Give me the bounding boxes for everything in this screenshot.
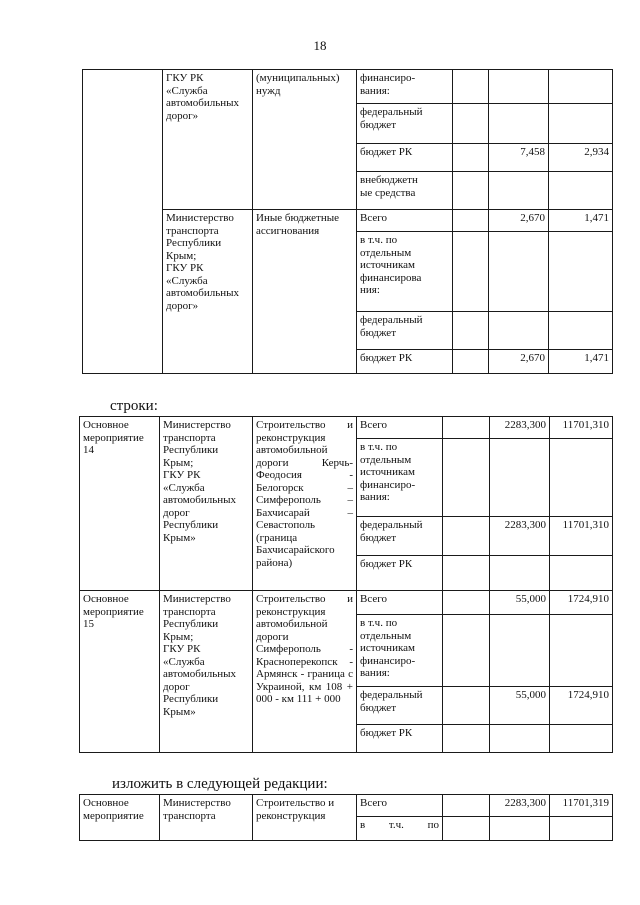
event-cell: Основное мероприятие 14 <box>80 417 160 591</box>
source-label: бюджет РК <box>357 350 453 374</box>
value-cell: 1,471 <box>549 210 613 232</box>
event-cell: Основное мероприятие <box>80 795 160 841</box>
value-cell <box>549 312 613 350</box>
source-label: бюджет РК <box>357 144 453 172</box>
value-cell <box>549 232 613 312</box>
source-label: федеральный бюджет <box>357 312 453 350</box>
source-label: в т.ч. по отдельным источникам финансиро- вания: <box>357 439 443 517</box>
value-cell <box>550 615 613 687</box>
value-cell <box>443 615 490 687</box>
source-label: финансиро- вания: <box>357 70 453 104</box>
heading-rows: строки: <box>110 398 158 414</box>
executor-cell: Министерство транспорта Республики Крым; ГКУ РК «Служба автомобильных дорог Республики Крым» <box>160 417 253 591</box>
source-label: Всего <box>357 210 453 232</box>
source-label: в т.ч. по отдельным источникам финансиро- вания: <box>357 615 443 687</box>
event-cell-empty <box>83 70 163 374</box>
value-cell <box>443 439 490 517</box>
empty-cell <box>453 312 489 350</box>
value-cell: 11701,310 <box>550 417 613 439</box>
object-cell: Строительство и реконструкция автомобильной дороги Симферополь - Красноперекопск - Армянск - граница с Украиной, км 108 + 000 - км 111 + 000 <box>253 591 357 753</box>
value-cell: 11701,319 <box>550 795 613 817</box>
value-cell: 1,471 <box>549 350 613 374</box>
value-cell <box>443 687 490 725</box>
source-label: Всего <box>357 795 443 817</box>
value-cell <box>489 172 549 210</box>
value-cell: 55,000 <box>490 687 550 725</box>
source-label: в т.ч. по <box>357 817 443 841</box>
value-cell <box>490 615 550 687</box>
value-cell <box>489 104 549 144</box>
value-cell <box>490 817 550 841</box>
executor-cell: Министерство транспорта Республики Крым; ГКУ РК «Служба автомобильных дорог Республики Крым» <box>160 591 253 753</box>
value-cell: 55,000 <box>490 591 550 615</box>
source-label: федеральный бюджет <box>357 104 453 144</box>
value-cell: 1724,910 <box>550 591 613 615</box>
value-cell <box>489 312 549 350</box>
value-cell <box>549 172 613 210</box>
value-cell <box>489 70 549 104</box>
empty-cell <box>453 144 489 172</box>
value-cell <box>550 439 613 517</box>
purpose-cell: (муниципальных) нужд <box>253 70 357 210</box>
value-cell <box>490 439 550 517</box>
empty-cell <box>453 70 489 104</box>
object-cell: Строительство и реконструкция автомобильной дороги Керчь-Феодосия - Белогорск – Симферополь – Бахчисарай – Севастополь (граница Бахчисарайского района) <box>253 417 357 591</box>
source-label: федеральный бюджет <box>357 687 443 725</box>
source-label: федеральный бюджет <box>357 517 443 556</box>
empty-cell <box>453 350 489 374</box>
value-cell <box>443 817 490 841</box>
budget-table-new <box>79 794 613 841</box>
value-cell <box>490 725 550 753</box>
executor-cell: Министерство транспорта Республики Крым; ГКУ РК «Служба автомобильных дорог» <box>163 210 253 374</box>
source-label: бюджет РК <box>357 556 443 591</box>
page-number: 18 <box>313 38 327 53</box>
empty-cell <box>453 210 489 232</box>
budget-table-rows <box>79 416 613 753</box>
value-cell <box>549 104 613 144</box>
value-cell <box>550 556 613 591</box>
value-cell <box>443 417 490 439</box>
value-cell: 2283,300 <box>490 517 550 556</box>
budget-table-continued <box>82 69 613 374</box>
purpose-cell: Иные бюджетные ассигнования <box>253 210 357 374</box>
value-cell <box>550 725 613 753</box>
value-cell <box>550 817 613 841</box>
empty-cell <box>453 172 489 210</box>
value-cell <box>443 556 490 591</box>
event-cell: Основное мероприятие 15 <box>80 591 160 753</box>
value-cell <box>443 795 490 817</box>
heading-edit: изложить в следующей редакции: <box>112 776 328 792</box>
value-cell <box>443 725 490 753</box>
value-cell: 2,670 <box>489 350 549 374</box>
value-cell: 2283,300 <box>490 795 550 817</box>
executor-cell: ГКУ РК «Служба автомобильных дорог» <box>163 70 253 210</box>
executor-cell: Министерство транспорта <box>160 795 253 841</box>
empty-cell <box>453 104 489 144</box>
source-label: в т.ч. по отдельным источникам финансирова ния: <box>357 232 453 312</box>
value-cell <box>489 232 549 312</box>
value-cell <box>443 591 490 615</box>
value-cell <box>549 70 613 104</box>
source-label: Всего <box>357 417 443 439</box>
source-label: Всего <box>357 591 443 615</box>
value-cell <box>490 556 550 591</box>
empty-cell <box>453 232 489 312</box>
value-cell: 1724,910 <box>550 687 613 725</box>
value-cell: 2283,300 <box>490 417 550 439</box>
value-cell <box>443 517 490 556</box>
value-cell: 2,934 <box>549 144 613 172</box>
value-cell: 2,670 <box>489 210 549 232</box>
value-cell: 7,458 <box>489 144 549 172</box>
source-label: внебюджетн ые средства <box>357 172 453 210</box>
source-label: бюджет РК <box>357 725 443 753</box>
object-cell: Строительство и реконструкция <box>253 795 357 841</box>
value-cell: 11701,310 <box>550 517 613 556</box>
